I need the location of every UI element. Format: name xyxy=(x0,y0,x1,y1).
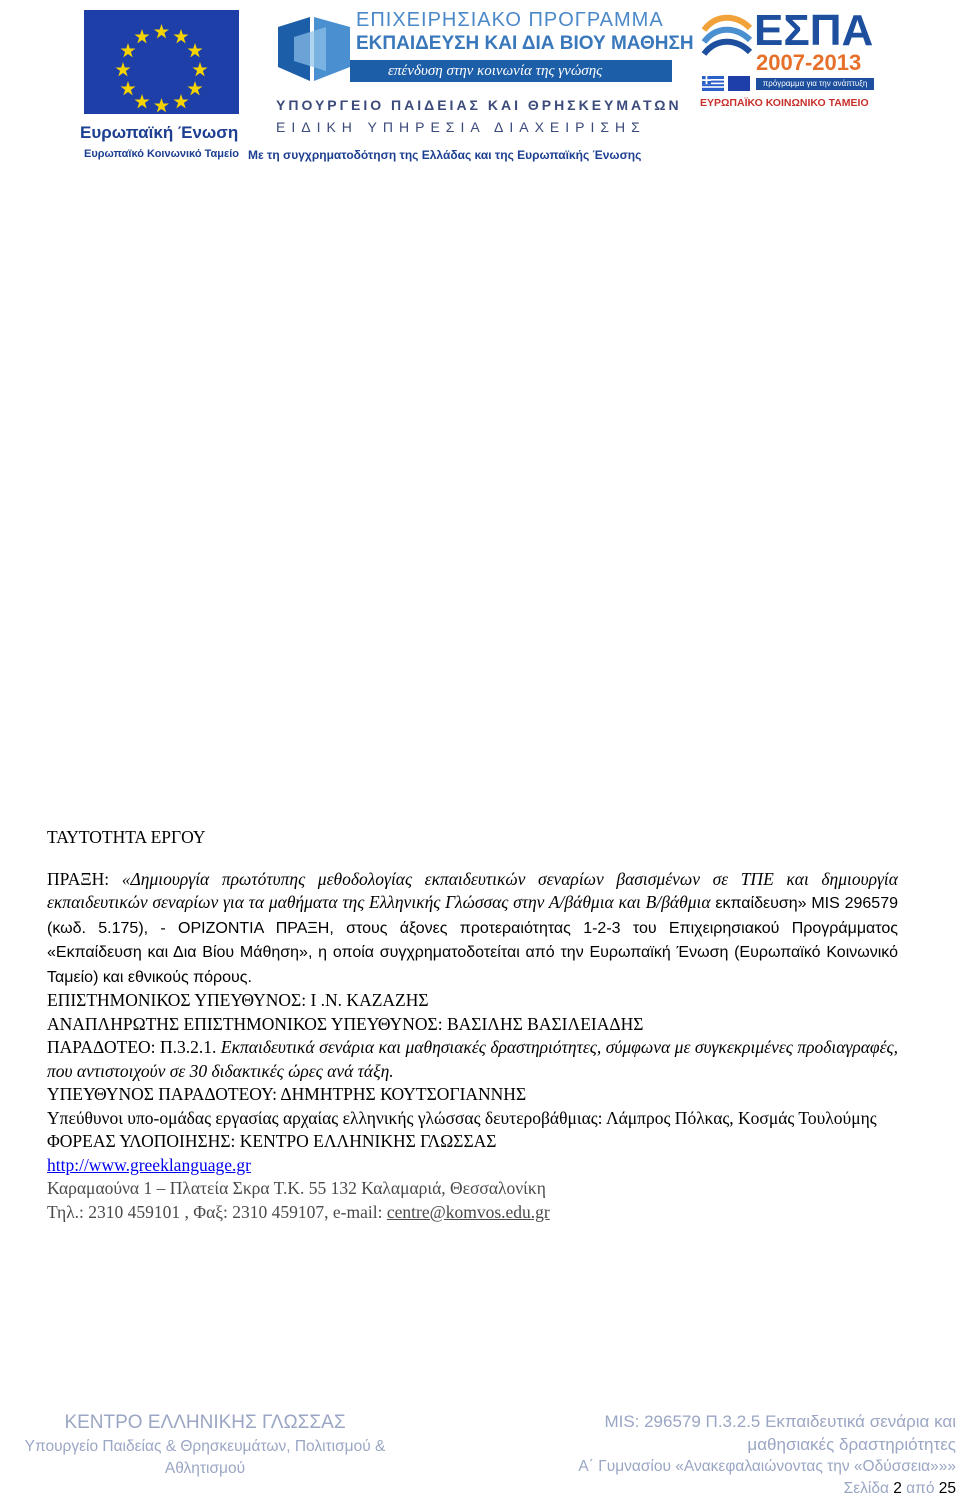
program-line2: ΕΚΠΑΙΔΕΥΣΗ ΚΑΙ ΔΙΑ ΒΙΟΥ ΜΑΘΗΣΗ xyxy=(356,33,694,54)
implementing-body: ΦΟΡΕΑΣ ΥΛΟΠΟΙΗΣΗΣ: ΚΕΝΤΡΟ ΕΛΛΗΝΙΚΗΣ ΓΛΩΣΣΑΣ xyxy=(47,1131,497,1151)
address: Καραμαούνα 1 – Πλατεία Σκρα Τ.Κ. 55 132 Καλαμαριά, Θεσσαλονίκη xyxy=(47,1178,546,1198)
page-total: 25 xyxy=(938,1480,956,1497)
footer-right xyxy=(526,1410,956,1500)
praxi-title: «Δημιουργία πρωτότυπης μεθοδολογίας εκπαιδευτικών σεναρίων βασισμένων σε ΤΠΕ και δημιουργία εκπαιδευτικών σεναρίων για τα μαθήματα της Ελληνικής Γλώσσας στην Α/βάθμια και Β/βάθμια xyxy=(47,868,898,912)
contact-prefix: Τηλ.: 2310 459101 , Φαξ: 2310 459107, e-mail: xyxy=(47,1201,387,1222)
page-of: από xyxy=(901,1480,939,1497)
deliverable-title: Εκπαιδευτικά σενάρια και μαθησιακές δραστηριότητες, σύμφωνα με συγκεκριμένες προδιαγραφές, που αντιστοιχούν σε 30 διδακτικές ώρες ανά τάξη. xyxy=(47,1037,898,1081)
program-logo xyxy=(248,5,700,165)
program-line1: ΕΠΙΧΕΙΡΗΣΙΑΚΟ ΠΡΟΓΡΑΜΜΑ xyxy=(356,9,664,31)
cofunding-text: Με τη συγχρηματοδότηση της Ελλάδας και της Ευρωπαϊκής Ένωσης xyxy=(248,148,642,162)
espa-years: 2007-2013 xyxy=(756,50,862,75)
eu-logo xyxy=(62,10,242,160)
website-link[interactable]: http://www.greeklanguage.gr xyxy=(47,1154,251,1175)
espa-name: ΕΣΠΑ xyxy=(754,6,874,55)
footer-org: ΚΕΝΤΡΟ ΕΛΛΗΝΙΚΗΣ ΓΛΩΣΣΑΣ xyxy=(64,1412,346,1433)
praxi-label: ΠΡΑΞΗ: xyxy=(47,868,122,889)
deliverable-lead: ΥΠΕΥΘΥΝΟΣ ΠΑΡΑΔΟΤΕΟΥ: ΔΗΜΗΤΡΗΣ ΚΟΥΤΣΟΓΙΑΝΝΗΣ xyxy=(47,1084,527,1104)
praxi-paragraph xyxy=(47,868,898,990)
eu-small-flag-icon xyxy=(728,76,750,91)
program-mark-icon xyxy=(274,11,354,89)
footer-ministry: Υπουργείο Παιδείας & Θρησκευμάτων, Πολιτισμού & Αθλητισμού xyxy=(24,1438,386,1477)
subgroup-leads: Υπεύθυνοι υπο-ομάδας εργασίας αρχαίας ελληνικής γλώσσας δευτεροβάθμιας: Λάμπρος Πόλκας, Κοσμάς Τουλούμης xyxy=(47,1107,877,1128)
deputy-lead: ΑΝΑΠΛΗΡΩΤΗΣ ΕΠΙΣΤΗΜΟΝΙΚΟΣ ΥΠΕΥΘΥΝΟΣ: ΒΑΣΙΛΗΣ ΒΑΣΙΛΕΙΑΔΗΣ xyxy=(47,1013,644,1034)
greek-flag-icon xyxy=(702,76,724,91)
espa-swirl-icon xyxy=(700,10,754,75)
page-current: 2 xyxy=(893,1480,902,1497)
page-title: ΤΑΥΤΟΤΗΤΑ ΕΡΓΟΥ xyxy=(47,827,206,847)
footer-scenario: Α΄ Γυμνασίου «Ανακεφαλαιώνοντας την «Οδύσσεια»»» xyxy=(578,1458,956,1475)
deliverable-paragraph xyxy=(47,1036,898,1083)
espa-fund: ΕΥΡΩΠΑΪΚΟ ΚΟΙΝΩΝΙΚΟ ΤΑΜΕΙΟ xyxy=(700,97,869,109)
project-identity xyxy=(47,826,898,1224)
espa-program: πρόγραμμα για την ανάπτυξη xyxy=(756,78,874,90)
page-number xyxy=(526,1478,956,1500)
page-label: Σελίδα xyxy=(843,1480,894,1497)
eu-subtitle: Ευρωπαϊκό Κοινωνικό Ταμείο xyxy=(84,148,239,160)
footer-mis: MIS: 296579 Π.3.2.5 Εκπαιδευτικά σενάρια και μαθησιακές δραστηριότητες xyxy=(604,1412,956,1454)
eu-title: Ευρωπαϊκή Ένωση xyxy=(80,123,239,142)
deliverable-label: ΠΑΡΑΔΟΤΕΟ: Π.3.2.1. xyxy=(47,1037,221,1057)
program-ministry: ΥΠΟΥΡΓΕΙΟ ΠΑΙΔΕΙΑΣ ΚΑΙ ΘΡΗΣΚΕΥΜΑΤΩΝ xyxy=(276,97,682,113)
page-footer xyxy=(0,1410,960,1496)
eu-flag-icon xyxy=(84,10,239,114)
praxi-description: εκπαίδευση» MIS 296579 (κωδ. 5.175), - ΟΡΙΖΟΝΤΙΑ ΠΡΑΞΗ, στους άξονες προτεραιότητας 1-2-3 του Επιχειρησιακού Προγράμματος «Εκπαίδευση και Δια Βίου Μάθηση», η οποία συγχρηματοδοτείται από την Ευρωπαϊκή Ένωση (Ευρωπαϊκό Κοινωνικό Ταμείο) και εθνικούς πόρους. xyxy=(47,895,898,986)
espa-logo xyxy=(700,6,880,116)
program-slogan: επένδυση στην κοινωνία της γνώσης xyxy=(388,63,603,79)
footer-left xyxy=(0,1410,410,1480)
email-link[interactable]: centre@komvos.edu.gr xyxy=(386,1201,550,1222)
scientific-lead: ΕΠΙΣΤΗΜΟΝΙΚΟΣ ΥΠΕΥΘΥΝΟΣ: Ι .Ν. ΚΑΖΑΖΗΣ xyxy=(47,990,429,1010)
program-service: ΕΙΔΙΚΗ ΥΠΗΡΕΣΙΑ ΔΙΑΧΕΙΡΙΣΗΣ xyxy=(276,119,646,135)
contact-line xyxy=(47,1201,898,1225)
